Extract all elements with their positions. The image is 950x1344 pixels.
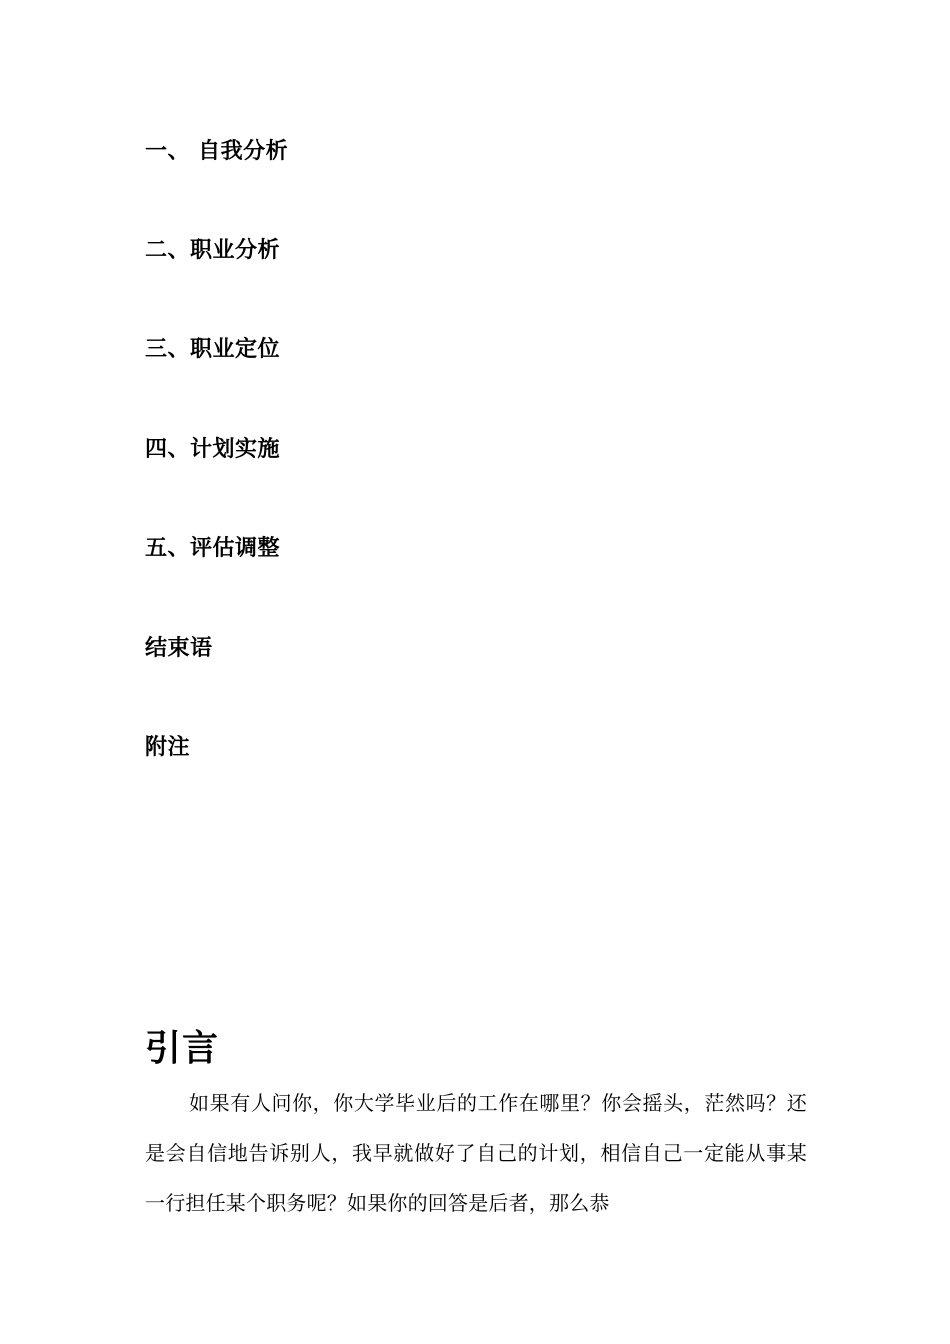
toc-item-career-analysis: 二、职业分析 [145,238,281,263]
toc-item-notes: 附注 [145,735,191,760]
intro-heading: 引言 [145,1028,220,1069]
intro-paragraph: 如果有人问你，你大学毕业后的工作在哪里？你会摇头，茫然吗？还是会自信地告诉别人，我早就做好了自己的计划，相信自己一定能从事某一行担任某个职务呢？如果你的回答是后者，那么恭 [145,1091,807,1215]
toc-item-career-positioning: 三、职业定位 [145,337,281,362]
toc-item-self-analysis: 一、 自我分析 [145,139,289,164]
toc-item-conclusion: 结束语 [145,636,213,661]
toc-item-plan-implementation: 四、计划实施 [145,437,281,462]
toc-item-evaluation-adjustment: 五、评估调整 [145,536,281,561]
